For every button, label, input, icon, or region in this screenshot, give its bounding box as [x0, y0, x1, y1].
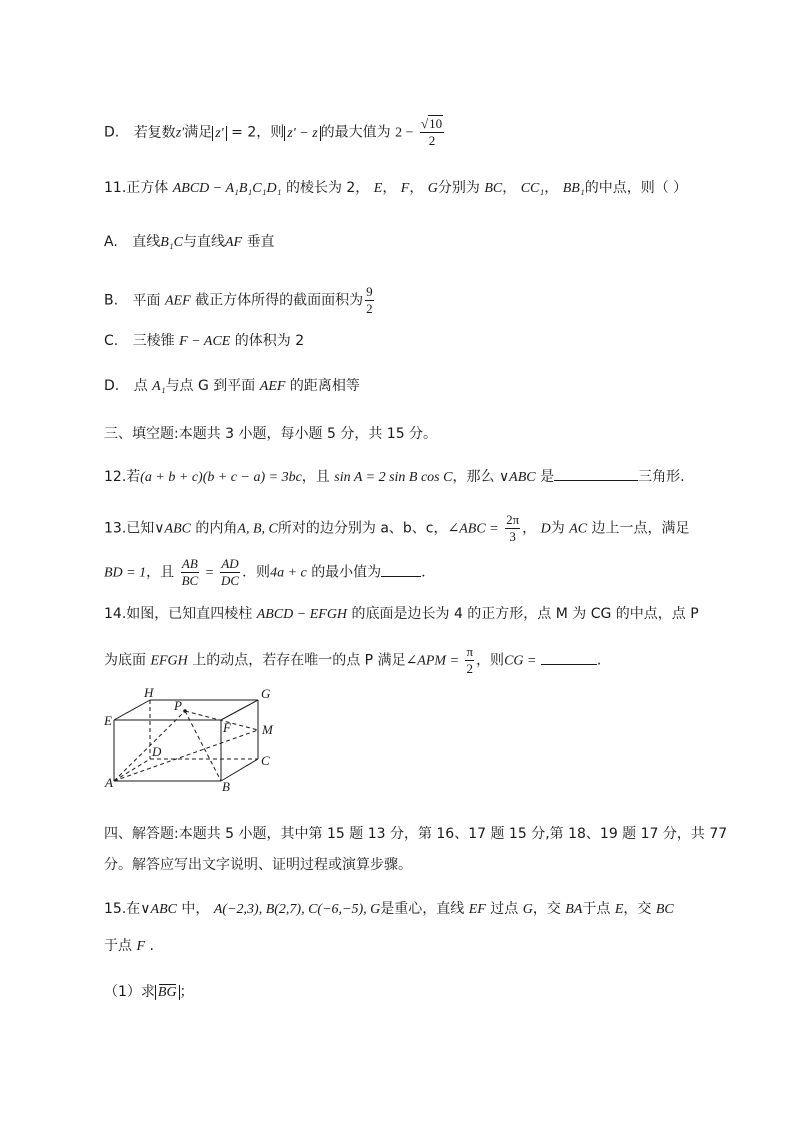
- text: 在: [126, 901, 141, 917]
- text: 所对的边分别为 a、b、c，: [277, 520, 448, 537]
- question-number: 12.: [104, 469, 127, 485]
- text: 的距离相等: [289, 378, 360, 394]
- math-BD: BD = 1: [104, 565, 147, 581]
- math-angle: ∠APM =: [405, 653, 460, 669]
- denominator: 2: [466, 661, 474, 676]
- label-E: E: [104, 713, 112, 728]
- text: ，交: [623, 901, 652, 917]
- question-number: 14.: [104, 606, 127, 622]
- label-H: H: [144, 686, 154, 700]
- math-equals: =: [205, 565, 214, 581]
- denominator: 2: [366, 301, 373, 316]
- math-expression-2: sin A = 2 sin B cos C: [334, 470, 453, 485]
- section-4-heading-line-2: 分。解答应写出文字说明、证明过程或演算步骤。: [104, 857, 412, 873]
- text: ．则: [242, 564, 271, 581]
- point-P-dot: [183, 709, 187, 713]
- math-EF: EF: [468, 902, 486, 917]
- fraction-2pi-over-3: [505, 512, 520, 545]
- text: 的体积为 2: [234, 333, 305, 349]
- text: 的内角: [195, 520, 238, 537]
- math-angle: ∠ABC =: [447, 521, 499, 537]
- math-G: G: [427, 181, 438, 196]
- math-A1: A₁: [152, 379, 166, 394]
- math-BG: BG: [157, 985, 177, 1000]
- text: 分别为: [437, 180, 480, 196]
- q15-part-1: [104, 982, 194, 1003]
- sqrt-arg: 10: [429, 116, 443, 131]
- text: ．: [421, 564, 436, 581]
- numerator: 9: [366, 284, 373, 299]
- text: ，: [409, 180, 424, 196]
- text: 过点: [490, 901, 519, 917]
- q11-option-d: [104, 376, 360, 397]
- label-B: B: [222, 779, 230, 794]
- label-A: A: [105, 775, 113, 790]
- answer-blank[interactable]: [541, 650, 597, 665]
- text: 三角形.: [638, 469, 685, 485]
- text: 为底面: [104, 652, 146, 669]
- q11-option-b: [104, 284, 376, 317]
- option-letter: D.: [104, 124, 120, 141]
- option-letter: A.: [104, 234, 118, 250]
- math-E: E: [373, 181, 383, 196]
- text: 为: [550, 520, 565, 537]
- math-G: G: [522, 902, 533, 917]
- text: 的底面是边长为 4 的正方形，点 M 为 CG 的中点，点 P: [351, 606, 699, 622]
- math-F: F: [400, 181, 410, 196]
- part-label: （1）求: [104, 984, 155, 1000]
- fraction-AB-over-BC: [181, 556, 200, 589]
- text: 若复数: [133, 124, 176, 141]
- text: ，且: [301, 469, 330, 485]
- text: 于点: [582, 901, 611, 917]
- math-cube: ABCD − A₁B₁C₁D₁: [172, 181, 282, 196]
- text: 边上一点，满足: [591, 520, 690, 537]
- text: 与直线: [183, 234, 225, 250]
- edge-EH: [114, 700, 150, 720]
- math-E: E: [614, 902, 624, 917]
- denominator: 3: [509, 529, 516, 544]
- label-C: C: [261, 753, 270, 768]
- fraction-pi-over-2: [465, 644, 474, 677]
- text: ；: [179, 984, 194, 1000]
- option-letter: C.: [104, 333, 119, 349]
- math-F-ACE: F − ACE: [179, 334, 231, 349]
- text: ，: [382, 180, 397, 196]
- label-G: G: [261, 686, 271, 701]
- text: 正方体: [126, 180, 169, 196]
- math-two: 2 −: [395, 125, 414, 141]
- numerator: 2π: [506, 512, 520, 527]
- text: 的中点，则（ ）: [584, 180, 688, 196]
- text: 若: [126, 469, 141, 485]
- math-triangle: ∨ABC: [498, 470, 536, 485]
- label-F: F: [223, 720, 231, 735]
- math-points: A(−2,3), B(2,7), C(−6,−5), G: [213, 902, 381, 917]
- math-BC: BC: [655, 902, 674, 917]
- edge-AD: [114, 759, 150, 781]
- numerator: AD: [221, 556, 239, 571]
- text: 的最小值为: [311, 564, 382, 581]
- fraction-9-over-2: [365, 284, 374, 317]
- text: 中，: [181, 901, 210, 917]
- text: ，交: [532, 901, 561, 917]
- math-AEF: AEF: [259, 379, 286, 394]
- text: 如图，已知直四棱柱: [126, 606, 253, 622]
- text: 平面: [132, 292, 161, 309]
- segment-PB: [185, 711, 221, 781]
- math-CG: CG =: [504, 653, 537, 669]
- text: 三棱锥: [132, 333, 175, 349]
- math-triangle: ∨ABC: [140, 902, 177, 917]
- math-4a-plus-c: 4a + c: [270, 565, 307, 581]
- math-AEF: AEF: [164, 293, 191, 309]
- math-abs-z-prime: z′: [212, 126, 227, 141]
- math-F: F: [136, 939, 146, 954]
- text: 的棱长为 2，: [285, 180, 370, 196]
- text: 直线: [132, 234, 161, 250]
- text: 是: [540, 469, 555, 485]
- option-letter: B.: [104, 292, 119, 309]
- numerator: π: [466, 644, 474, 659]
- text: 截正方体所得的截面面积为: [195, 292, 364, 309]
- q11-option-a: [104, 232, 275, 253]
- text: 点: [133, 378, 148, 394]
- fraction-sqrt10-over-2: [420, 116, 444, 149]
- text: ，: [544, 180, 559, 196]
- math-EFGH: EFGH: [150, 653, 188, 669]
- text: 与点 G 到平面: [165, 378, 256, 394]
- answer-blank[interactable]: [554, 466, 638, 481]
- text: .: [596, 652, 602, 669]
- text: 已知: [126, 520, 155, 537]
- math-BC: BC: [484, 181, 503, 196]
- text: ，: [502, 180, 517, 196]
- math-BB1: BB₁: [562, 181, 585, 196]
- q14-line-2: [104, 644, 601, 677]
- math-abs-difference: z′ − z: [284, 126, 320, 141]
- denominator: BC: [181, 573, 199, 588]
- segment-AM: [114, 730, 258, 781]
- math-BA: BA: [565, 902, 583, 917]
- section-3-heading: 三、填空题:本题共 3 小题，每小题 5 分，共 15 分。: [104, 426, 438, 442]
- q11-option-c: [104, 331, 304, 352]
- text: 上的动点，若存在唯一的点 P 满足: [192, 652, 406, 669]
- option-letter: D.: [104, 378, 120, 394]
- question-number: 15.: [104, 901, 127, 917]
- question-number: 11.: [104, 180, 127, 196]
- q15-line-2: [104, 936, 154, 957]
- edge-FG: [221, 700, 258, 720]
- answer-blank[interactable]: [381, 562, 421, 577]
- math-AF: AF: [225, 235, 243, 250]
- q10-option-d: [104, 116, 446, 149]
- math-triangle: ∨ABC: [154, 521, 191, 537]
- math-CC1: CC₁: [520, 181, 545, 196]
- math-angles: A, B, C: [237, 521, 278, 537]
- denominator: 2: [428, 133, 436, 148]
- prism-figure: [104, 686, 284, 796]
- vector-arrow-icon: [159, 984, 176, 988]
- section-4-heading-line-1: 四、解答题:本题共 5 小题，其中第 15 题 13 分，第 16、17 题 15 分,第 18、19 题 17 分，共 77: [104, 826, 728, 842]
- math-AC: AC: [569, 521, 588, 537]
- math-z-prime: z′: [175, 125, 185, 141]
- text: ，则: [476, 652, 505, 669]
- math-expression: (a + b + c)(b + c − a) = 3bc: [140, 470, 302, 485]
- text: ，且: [146, 564, 175, 581]
- edge-BC: [221, 759, 258, 781]
- label-D: D: [152, 744, 162, 759]
- q12: [104, 466, 685, 488]
- text: 垂直: [246, 234, 275, 250]
- q11-stem: [104, 178, 687, 199]
- text: ，那么: [452, 469, 495, 485]
- text: 的最大值为: [320, 124, 391, 141]
- fraction-AD-over-DC: [220, 556, 240, 589]
- math-D: D: [540, 521, 551, 537]
- numerator: AB: [181, 556, 198, 571]
- text: 于点: [104, 938, 132, 954]
- math-prism: ABCD − EFGH: [256, 607, 348, 622]
- label-P: P: [174, 698, 182, 713]
- text: = 2，则: [231, 124, 285, 141]
- sqrt-sign-icon: √: [420, 116, 429, 131]
- text: ，: [522, 520, 537, 537]
- q14-line-1: [104, 604, 699, 625]
- text: 满足: [184, 124, 213, 141]
- question-number: 13.: [104, 520, 127, 537]
- vector-magnitude: [155, 985, 180, 1000]
- q13-line-2: [104, 556, 435, 589]
- text: .: [149, 938, 154, 954]
- label-M: M: [262, 722, 273, 737]
- math-B1C: B₁C: [160, 235, 183, 250]
- denominator: DC: [221, 573, 240, 588]
- q15-line-1: [104, 899, 674, 920]
- text: 是重心，直线: [380, 901, 465, 917]
- q13-line-1: [104, 512, 690, 545]
